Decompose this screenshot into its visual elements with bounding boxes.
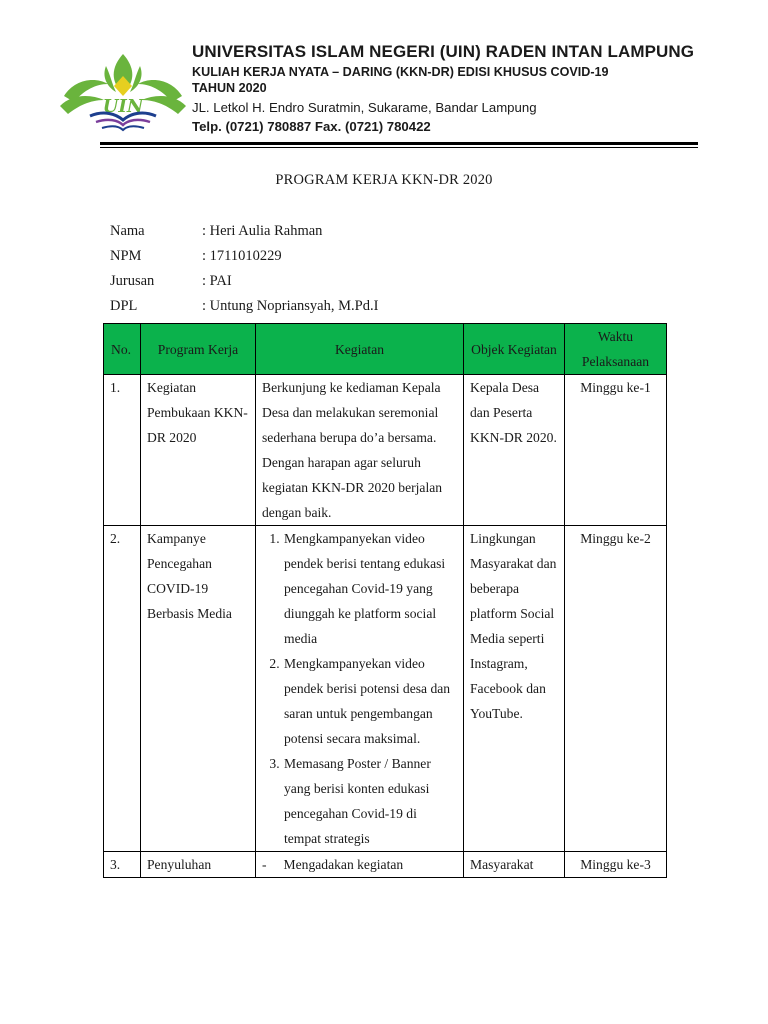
cell-program: Kampanye Pencegahan COVID-19 Berbasis Media — [141, 526, 256, 852]
cell-no: 3. — [104, 852, 141, 878]
header-waktu: Waktu Pelaksanaan — [565, 324, 667, 375]
cell-waktu: Minggu ke-1 — [565, 375, 667, 526]
cell-kegiatan-text: Mengadakan kegiatan — [283, 857, 404, 872]
cell-program: Penyuluhan — [141, 852, 256, 878]
cell-waktu: Minggu ke-2 — [565, 526, 667, 852]
list-item: 1. Mengkampanyekan video pendek berisi tentang edukasi pencegahan Covid-19 yang diunggah ke platform social media — [283, 526, 457, 651]
cell-program: Kegiatan Pembukaan KKN-DR 2020 — [141, 375, 256, 526]
cell-kegiatan: Berkunjung ke kediaman Kepala Desa dan melakukan seremonial sederhana berupa do’a bersama. Dengan harapan agar seluruh kegiatan KKN-DR 2020 berjalan dengan baik. — [256, 375, 464, 526]
cell-objek: Kepala Desa dan Peserta KKN-DR 2020. — [464, 375, 565, 526]
header-rule-thin — [100, 147, 698, 148]
info-value: : PAI — [202, 273, 232, 289]
program-name: KULIAH KERJA NYATA – DARING (KKN-DR) EDISI KHUSUS COVID-19 — [192, 65, 609, 79]
address: JL. Letkol H. Endro Suratmin, Sukarame, Bandar Lampung — [192, 100, 537, 115]
header-objek: Objek Kegiatan — [464, 324, 565, 375]
list-item: 3. Memasang Poster / Banner yang berisi konten edukasi pencegahan Covid-19 di tempat strategis — [283, 751, 457, 851]
cell-no: 1. — [104, 375, 141, 526]
info-label: NPM — [110, 248, 142, 264]
cell-waktu: Minggu ke-3 — [565, 852, 667, 878]
cell-kegiatan — [256, 852, 464, 878]
letterhead — [0, 0, 768, 160]
program-year: TAHUN 2020 — [192, 81, 267, 95]
info-label: Jurusan — [110, 273, 155, 289]
table-row — [104, 526, 667, 852]
cell-objek: Masyarakat — [464, 852, 565, 878]
info-value: : Untung Nopriansyah, M.Pd.I — [202, 298, 379, 314]
cell-kegiatan — [256, 526, 464, 852]
header-rule-thick — [100, 142, 698, 145]
info-row-npm — [110, 244, 378, 269]
info-label: DPL — [110, 298, 138, 314]
info-row-nama — [110, 219, 378, 244]
phone-fax: Telp. (0721) 780887 Fax. (0721) 780422 — [192, 119, 431, 134]
table-row — [104, 375, 667, 526]
header-kegiatan: Kegiatan — [256, 324, 464, 375]
cell-no: 2. — [104, 526, 141, 852]
program-table — [103, 323, 667, 878]
info-value: : 1711010229 — [202, 248, 282, 264]
info-value: : Heri Aulia Rahman — [202, 223, 323, 239]
student-info — [110, 219, 378, 319]
list-item: 2. Mengkampanyekan video pendek berisi potensi desa dan saran untuk pengembangan potensi secara maksimal. — [283, 651, 457, 751]
uin-logo — [60, 54, 186, 132]
cell-objek: Lingkungan Masyarakat dan beberapa platform Social Media seperti Instagram, Facebook dan YouTube. — [464, 526, 565, 852]
list-dash-marker: - — [262, 857, 267, 872]
info-row-dpl — [110, 294, 378, 319]
header-program: Program Kerja — [141, 324, 256, 375]
header-no: No. — [104, 324, 141, 375]
kegiatan-list — [262, 526, 457, 851]
info-row-jurusan — [110, 269, 378, 294]
university-name: UNIVERSITAS ISLAM NEGERI (UIN) RADEN INTAN LAMPUNG — [192, 42, 695, 61]
table-header-row — [104, 324, 667, 375]
document-title: PROGRAM KERJA KKN-DR 2020 — [275, 172, 493, 188]
logo-text: UIN — [102, 96, 144, 117]
info-label: Nama — [110, 223, 145, 239]
table-row — [104, 852, 667, 878]
